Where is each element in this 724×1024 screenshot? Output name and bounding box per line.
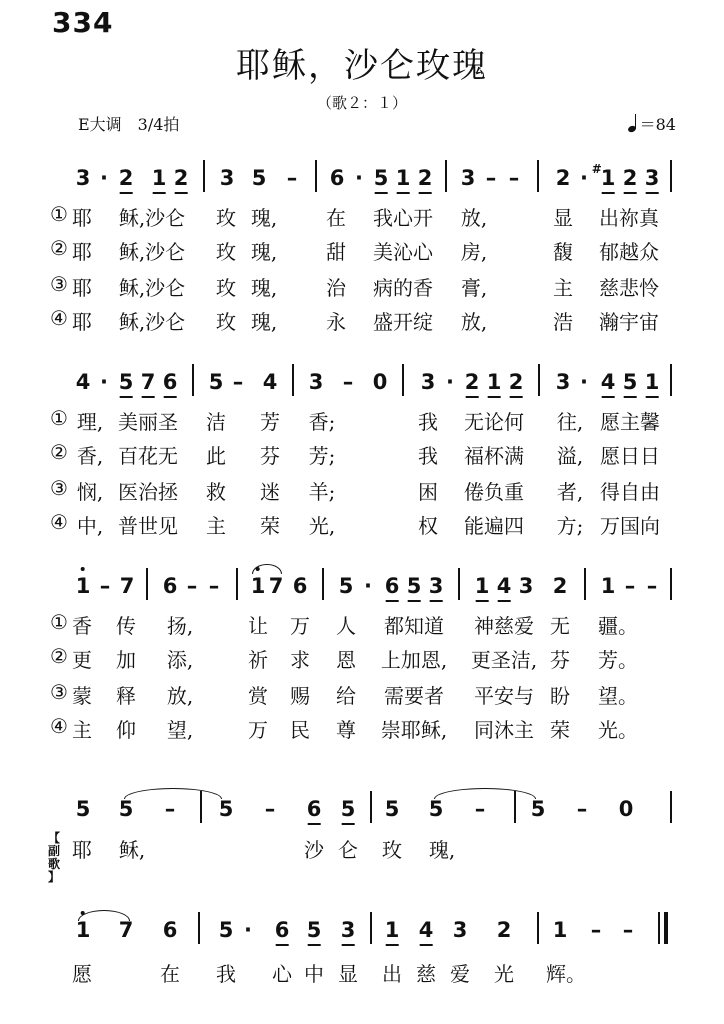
lyric: 芬: [260, 444, 280, 468]
lyric: 民: [290, 718, 310, 742]
lyric: 辉。: [546, 962, 586, 986]
note: 5: [384, 797, 400, 821]
lyric: 医治拯: [118, 480, 178, 504]
lyric: 中: [304, 962, 324, 986]
dash: –: [624, 574, 636, 598]
barline: [670, 791, 672, 823]
lyric: 普世见: [118, 514, 178, 538]
lyric: 恩: [336, 648, 356, 672]
lyric: 甜: [326, 240, 346, 264]
note: 2: [552, 574, 568, 598]
lyric: 耶: [72, 206, 92, 230]
barline: [370, 912, 372, 944]
note: 4: [600, 370, 616, 394]
lyric: 尊: [336, 718, 356, 742]
verse-number: ④: [50, 510, 68, 534]
barline: [458, 568, 460, 600]
lyric: 光。: [598, 718, 638, 742]
note: 5: [218, 797, 234, 821]
note: 7: [118, 918, 134, 942]
barline: [538, 364, 540, 396]
note: 1: [600, 574, 616, 598]
lyric: 耶: [72, 240, 92, 264]
barline: [584, 568, 586, 600]
lyric: 玫: [216, 206, 236, 230]
lyric: 添,: [166, 648, 194, 672]
lyric: 慈悲怜: [599, 276, 659, 300]
lyric: 美丽圣: [118, 410, 178, 434]
note: 3: [555, 370, 571, 394]
dot: ·: [446, 370, 454, 394]
note: 2: [173, 166, 189, 190]
sharp-sign: #: [591, 162, 602, 176]
barline: [200, 791, 202, 823]
lyric: 瑰,: [250, 206, 278, 230]
note: 3: [75, 166, 91, 190]
note: 6: [162, 370, 178, 394]
lyric: 耶: [72, 838, 92, 862]
verse-number: ①: [50, 202, 68, 226]
lyric: 玫: [216, 240, 236, 264]
note: 3: [518, 574, 534, 598]
lyric: 人: [336, 614, 356, 638]
lyric: 光,: [308, 514, 336, 538]
note: 7: [119, 574, 135, 598]
lyric: 方;: [556, 514, 584, 538]
lyric: 更: [72, 648, 92, 672]
lyric: 永: [326, 310, 346, 334]
lyric: 我: [216, 962, 236, 986]
lyric: 香: [72, 614, 92, 638]
lyric: 在: [160, 962, 180, 986]
lyric: 百花无: [118, 444, 178, 468]
lyric: 稣,沙仑: [118, 240, 186, 264]
lyric: 耶: [72, 276, 92, 300]
note: 4: [75, 370, 91, 394]
lyric: 光: [494, 962, 514, 986]
note: 6: [162, 918, 178, 942]
octave-dot: [81, 567, 85, 571]
lyric: 倦负重: [464, 480, 524, 504]
lyric: 瀚宇宙: [599, 310, 659, 334]
tempo-value: ＝84: [639, 115, 676, 134]
dash: –: [164, 797, 176, 821]
dot: ·: [355, 166, 363, 190]
lyric: 中,: [76, 514, 104, 538]
note: 5: [406, 574, 422, 598]
lyric: 慈: [416, 962, 436, 986]
lyric: 福杯满: [464, 444, 524, 468]
lyric: 芳;: [308, 444, 336, 468]
dot: ·: [580, 166, 588, 190]
lyric: 蒙: [72, 684, 92, 708]
dash: –: [232, 370, 244, 394]
note: 1: [552, 918, 568, 942]
lyric: 沙: [304, 838, 324, 862]
barline: [537, 912, 539, 944]
dash: –: [186, 574, 198, 598]
note: 1: [644, 370, 660, 394]
lyric: 需要者: [384, 684, 444, 708]
barline: [322, 568, 324, 600]
note: 1: [395, 166, 411, 190]
note: 3: [460, 166, 476, 190]
lyric: 往,: [556, 410, 584, 434]
note: 5: [208, 370, 224, 394]
lyric: 更圣洁,: [470, 648, 538, 672]
lyric: 仰: [116, 718, 136, 742]
lyric: 我心开: [373, 206, 433, 230]
lyric: 芳: [260, 410, 280, 434]
lyric: 放,: [460, 310, 488, 334]
barline: [402, 364, 404, 396]
barline: [370, 791, 372, 823]
verse-number: ④: [50, 714, 68, 738]
song-title: 耶稣，沙仑玫瑰: [236, 46, 488, 86]
rest: 0: [618, 797, 634, 821]
lyric: 香,: [76, 444, 104, 468]
dot: ·: [244, 918, 252, 942]
lyric: 者,: [556, 480, 584, 504]
verse-number: ④: [50, 306, 68, 330]
note: 5: [75, 797, 91, 821]
dot: ·: [364, 574, 372, 598]
lyric: 理,: [76, 410, 104, 434]
tempo-marking: [628, 112, 676, 135]
barline: [236, 568, 238, 600]
lyric: 能遍四: [464, 514, 524, 538]
lyric: 祈: [248, 648, 268, 672]
verse-number: ②: [50, 440, 68, 464]
note-high: 1: [251, 574, 266, 598]
dot: ·: [100, 166, 108, 190]
hymn-number: 334: [52, 6, 114, 39]
verse-number: ③: [50, 680, 68, 704]
note: 5: [530, 797, 546, 821]
note: 5: [118, 370, 134, 394]
lyric: 此: [206, 444, 226, 468]
lyric: 病的香: [373, 276, 433, 300]
lyric: 主: [72, 718, 92, 742]
barline: [146, 568, 148, 600]
note: 5: [338, 574, 354, 598]
lyric: 玫: [382, 838, 402, 862]
note: 2: [417, 166, 433, 190]
lyric: 万: [248, 718, 268, 742]
note: 4: [418, 918, 434, 942]
lyric: 膏,: [460, 276, 488, 300]
lyric: 瑰,: [250, 240, 278, 264]
lyric: 出: [382, 962, 402, 986]
note: 4: [496, 574, 512, 598]
note: 6: [274, 918, 290, 942]
note: 3: [219, 166, 235, 190]
note: 5: [306, 918, 322, 942]
note: 2: [508, 370, 524, 394]
dash: –: [508, 166, 520, 190]
note: 6: [292, 574, 308, 598]
barline: [292, 364, 294, 396]
barline: [315, 160, 317, 192]
note: 3: [644, 166, 660, 190]
lyric: 赏: [248, 684, 268, 708]
scripture-reference: （歌２：１）: [316, 94, 407, 112]
dot: ·: [100, 370, 108, 394]
dash: –: [264, 797, 276, 821]
lyric: 荣: [550, 718, 570, 742]
lyric: 救: [206, 480, 226, 504]
final-barline-thick: [664, 912, 668, 944]
lyric: 心: [272, 962, 292, 986]
barline: [192, 364, 194, 396]
lyric: 悯,: [76, 480, 104, 504]
dash: –: [485, 166, 497, 190]
note: 7: [268, 574, 284, 598]
note: 5: [251, 166, 267, 190]
note: 5: [340, 797, 356, 821]
dash: –: [590, 918, 602, 942]
lyric: 给: [336, 684, 356, 708]
verse-number: ③: [50, 476, 68, 500]
note: 6: [329, 166, 345, 190]
lyric: 盛开绽: [373, 310, 433, 334]
verse-number: ①: [50, 406, 68, 430]
lyric: 赐: [290, 684, 310, 708]
dash: –: [474, 797, 486, 821]
note: 3: [308, 370, 324, 394]
note: 1: [384, 918, 400, 942]
lyric: 馥: [553, 240, 573, 264]
dash: –: [576, 797, 588, 821]
lyric: 得自由: [600, 480, 660, 504]
lyric: 传: [116, 614, 136, 638]
lyric: 美沁心: [373, 240, 433, 264]
note-high: 1: [76, 918, 91, 942]
lyric: 耶: [72, 310, 92, 334]
lyric: 荣: [260, 514, 280, 538]
refrain-label: 【 副 歌 】: [47, 831, 60, 884]
lyric: 显: [338, 962, 358, 986]
lyric: 疆。: [598, 614, 638, 638]
note: 7: [140, 370, 156, 394]
barline: [670, 364, 672, 396]
note: 3: [420, 370, 436, 394]
note: 6: [306, 797, 322, 821]
lyric: 稣,沙仑: [118, 206, 186, 230]
lyric: 盼: [550, 684, 570, 708]
lyric: 芳。: [598, 648, 638, 672]
key-signature: E大调 3/4拍: [78, 115, 180, 134]
lyric: 主: [206, 514, 226, 538]
lyric: 稣,沙仑: [118, 276, 186, 300]
lyric: 我: [418, 410, 438, 434]
lyric: 出祢真: [599, 206, 659, 230]
note-sharp: # 1: [601, 166, 616, 190]
lyric: 都知道: [384, 614, 444, 638]
note: 2: [622, 166, 638, 190]
lyric: 芬: [550, 648, 570, 672]
lyric: 望。: [598, 684, 638, 708]
note: 6: [162, 574, 178, 598]
dash: –: [99, 574, 111, 598]
final-barline-thin: [658, 912, 660, 944]
barline: [445, 160, 447, 192]
note: 2: [496, 918, 512, 942]
verse-number: ③: [50, 272, 68, 296]
lyric: 迷: [260, 480, 280, 504]
verse-number: ②: [50, 644, 68, 668]
note: 1: [151, 166, 167, 190]
lyric: 万: [290, 614, 310, 638]
lyric: 愿日日: [600, 444, 660, 468]
lyric: 求: [290, 648, 310, 672]
note: 2: [464, 370, 480, 394]
note: 2: [555, 166, 571, 190]
lyric: 羊;: [308, 480, 336, 504]
lyric: 仑: [338, 838, 358, 862]
lyric: 权: [418, 514, 438, 538]
lyric: 无论何: [464, 410, 524, 434]
lyric: 放,: [166, 684, 194, 708]
verse-number: ①: [50, 610, 68, 634]
lyric: 释: [116, 684, 136, 708]
barline: [198, 912, 200, 944]
lyric: 上加恩,: [380, 648, 448, 672]
note: 3: [340, 918, 356, 942]
barline: [670, 568, 672, 600]
note: 3: [428, 574, 444, 598]
note: 5: [373, 166, 389, 190]
lyric: 放,: [460, 206, 488, 230]
lyric: 玫: [216, 310, 236, 334]
lyric: 玫: [216, 276, 236, 300]
dot: ·: [580, 370, 588, 394]
lyric: 愿: [72, 962, 92, 986]
lyric: 瑰,: [428, 838, 456, 862]
note: 1: [474, 574, 490, 598]
lyric: 主: [553, 276, 573, 300]
quarter-note-icon: [628, 114, 638, 132]
note: 5: [118, 797, 134, 821]
note: 3: [452, 918, 468, 942]
lyric: 爱: [450, 962, 470, 986]
lyric: 治: [326, 276, 346, 300]
lyric: 平安与: [474, 684, 534, 708]
dash: –: [342, 370, 354, 394]
dash: –: [208, 574, 220, 598]
note: 5: [428, 797, 444, 821]
note: 5: [218, 918, 234, 942]
lyric: 瑰,: [250, 310, 278, 334]
lyric: 我: [418, 444, 438, 468]
note: 1: [486, 370, 502, 394]
lyric: 香;: [308, 410, 336, 434]
barline: [537, 160, 539, 192]
barline: [203, 160, 205, 192]
lyric: 困: [418, 480, 438, 504]
lyric: 房,: [460, 240, 488, 264]
lyric: 稣,沙仑: [118, 310, 186, 334]
lyric: 溢,: [556, 444, 584, 468]
dash: –: [622, 918, 634, 942]
lyric: 在: [326, 206, 346, 230]
lyric: 万国向: [600, 514, 660, 538]
lyric: 洁: [206, 410, 226, 434]
barline: [670, 160, 672, 192]
rest: 0: [372, 370, 388, 394]
lyric: 显: [553, 206, 573, 230]
lyric: 郁越众: [599, 240, 659, 264]
lyric: 望,: [166, 718, 194, 742]
lyric: 同沐主: [474, 718, 534, 742]
lyric: 浩: [553, 310, 573, 334]
dash: –: [286, 166, 298, 190]
note: 5: [622, 370, 638, 394]
note-high: 1: [76, 574, 91, 598]
note: 2: [118, 166, 134, 190]
lyric: 愿主馨: [600, 410, 660, 434]
note: 4: [262, 370, 278, 394]
lyric: 瑰,: [250, 276, 278, 300]
barline: [514, 791, 516, 823]
lyric: 神慈爱: [474, 614, 534, 638]
lyric: 崇耶稣,: [380, 718, 448, 742]
dash: –: [646, 574, 658, 598]
lyric: 无: [550, 614, 570, 638]
lyric: 扬,: [166, 614, 194, 638]
note: 6: [384, 574, 400, 598]
lyric: 稣,: [118, 838, 146, 862]
lyric: 让: [248, 614, 268, 638]
verse-number: ②: [50, 236, 68, 260]
lyric: 加: [116, 648, 136, 672]
